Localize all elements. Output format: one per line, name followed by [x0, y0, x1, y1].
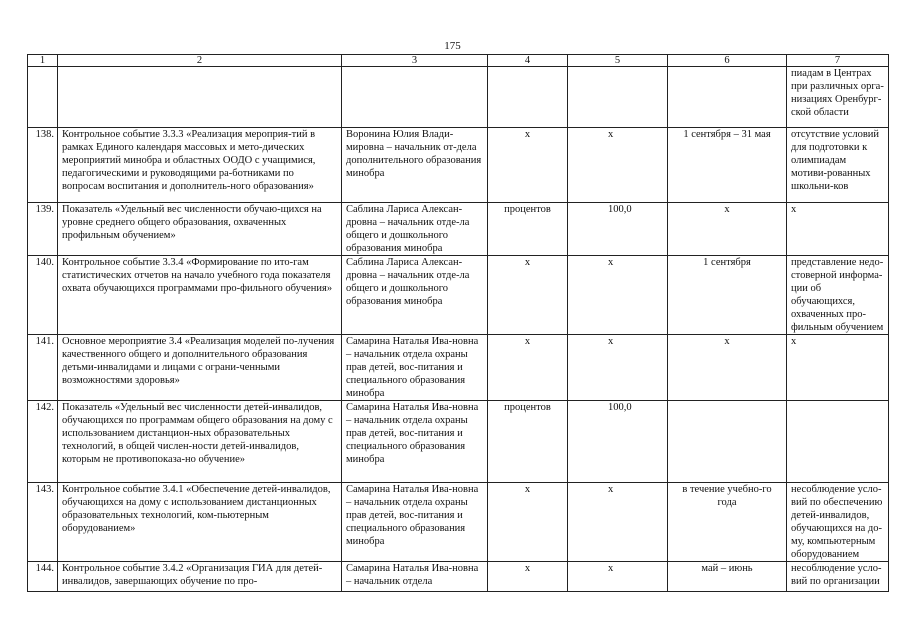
table-row	[28, 483, 889, 562]
responsible-person: Воронина Юлия Влади-мировна – начальник от-дела дополнительного образования минобра	[342, 128, 488, 203]
deadline: 1 сентября	[668, 256, 787, 335]
target-value: х	[568, 562, 668, 592]
row-number: 142.	[28, 401, 58, 483]
column-header: 7	[787, 55, 889, 67]
deadline	[668, 401, 787, 483]
table-row	[28, 335, 889, 401]
responsible-person: Самарина Наталья Ива-новна – начальник отдела	[342, 562, 488, 592]
header-row	[28, 55, 889, 67]
row-number: 144.	[28, 562, 58, 592]
event-name: Контрольное событие 3.4.1 «Обеспечение детей-инвалидов, обучающихся на дому с использованием дистанционных образовательных технологий, ком-пьютерным оборудованием»	[58, 483, 342, 562]
responsible-person: Самарина Наталья Ива-новна – начальник отдела охраны прав детей, вос-питания и специального образования минобра	[342, 483, 488, 562]
column-header: 1	[28, 55, 58, 67]
unit-of-measure: процентов	[488, 401, 568, 483]
deadline: х	[668, 203, 787, 256]
table-row	[28, 256, 889, 335]
table-row	[28, 401, 889, 483]
row-number: 138.	[28, 128, 58, 203]
deadline: х	[668, 335, 787, 401]
row-number: 139.	[28, 203, 58, 256]
unit-of-measure: х	[488, 256, 568, 335]
event-name: Контрольное событие 3.4.2 «Организация ГИА для детей-инвалидов, завершающих обучение по про-	[58, 562, 342, 592]
event-name: Контрольное событие 3.3.3 «Реализация мероприя-тий в рамках Единого календаря массовых и мето-дических мероприятий минобра и областных ООДО с учащимися, педагогическими и руководящими ра-ботниками по вопросам воспитания и дополнитель-ного образования»	[58, 128, 342, 203]
table-row	[28, 128, 889, 203]
unit-of-measure: х	[488, 335, 568, 401]
unit-of-measure: х	[488, 562, 568, 592]
risk-note: отсутствие условий для подготовки к олимпиадам мотиви-рованных школьни-ков	[787, 128, 889, 203]
responsible-person: Самарина Наталья Ива-новна – начальник отдела охраны прав детей, вос-питания и специального образования минобра	[342, 401, 488, 483]
event-name: Показатель «Удельный вес численности детей-инвалидов, обучающихся по программам общего образования на дому с использованием дистанцион-ных образовательных технологий, в общей числен-ности детей-инвалидов, которым не противопоказа-но обучение»	[58, 401, 342, 483]
target-value: х	[568, 128, 668, 203]
deadline: 1 сентября – 31 мая	[668, 128, 787, 203]
unit-of-measure	[488, 67, 568, 128]
event-name: Показатель «Удельный вес численности обучаю-щихся на уровне среднего общего образования, охваченных профильным обучением»	[58, 203, 342, 256]
column-header: 5	[568, 55, 668, 67]
responsible-person: Саблина Лариса Алексан-дровна – начальник отде-ла общего и дошкольного образования минобра	[342, 256, 488, 335]
target-value: 100,0	[568, 203, 668, 256]
event-name: Контрольное событие 3.3.4 «Формирование по ито-гам статистических отчетов на начало учебного года показателя охвата обучающихся программами про-фильного обучения»	[58, 256, 342, 335]
risk-note: х	[787, 335, 889, 401]
row-number: 141.	[28, 335, 58, 401]
target-value	[568, 67, 668, 128]
risk-note	[787, 401, 889, 483]
target-value: х	[568, 256, 668, 335]
column-header: 3	[342, 55, 488, 67]
table-row	[28, 67, 889, 128]
risk-note: несоблюдение усло-вий по обеспечению детей-инвалидов, обучающихся на до-му, компьютерным оборудованием	[787, 483, 889, 562]
risk-note: пиадам в Центрах при различных орга-низациях Оренбург-ской области	[787, 67, 889, 128]
unit-of-measure: х	[488, 483, 568, 562]
deadline: в течение учебно-го года	[668, 483, 787, 562]
column-header: 2	[58, 55, 342, 67]
column-header: 6	[668, 55, 787, 67]
table-body	[28, 55, 889, 592]
unit-of-measure: процентов	[488, 203, 568, 256]
deadline: май – июнь	[668, 562, 787, 592]
risk-note: х	[787, 203, 889, 256]
plan-table	[27, 54, 889, 592]
column-header: 4	[488, 55, 568, 67]
target-value: х	[568, 335, 668, 401]
table-row	[28, 203, 889, 256]
target-value: х	[568, 483, 668, 562]
deadline	[668, 67, 787, 128]
target-value: 100,0	[568, 401, 668, 483]
responsible-person: Саблина Лариса Алексан-дровна – начальник отде-ла общего и дошкольного образования минобра	[342, 203, 488, 256]
row-number	[28, 67, 58, 128]
unit-of-measure: х	[488, 128, 568, 203]
risk-note: несоблюдение усло-вий по организации	[787, 562, 889, 592]
row-number: 140.	[28, 256, 58, 335]
event-name	[58, 67, 342, 128]
responsible-person	[342, 67, 488, 128]
table-row	[28, 562, 889, 592]
page-number: 175	[444, 40, 461, 52]
responsible-person: Самарина Наталья Ива-новна – начальник отдела охраны прав детей, вос-питания и специального образования минобра	[342, 335, 488, 401]
row-number: 143.	[28, 483, 58, 562]
event-name: Основное мероприятие 3.4 «Реализация моделей по-лучения качественного общего и дополнительного образования детьми-инвалидами и лицами с ограни-ченными возможностями здоровья»	[58, 335, 342, 401]
risk-note: представление недо-стоверной информа-ции об обучающихся, охваченных про-фильным обучением	[787, 256, 889, 335]
